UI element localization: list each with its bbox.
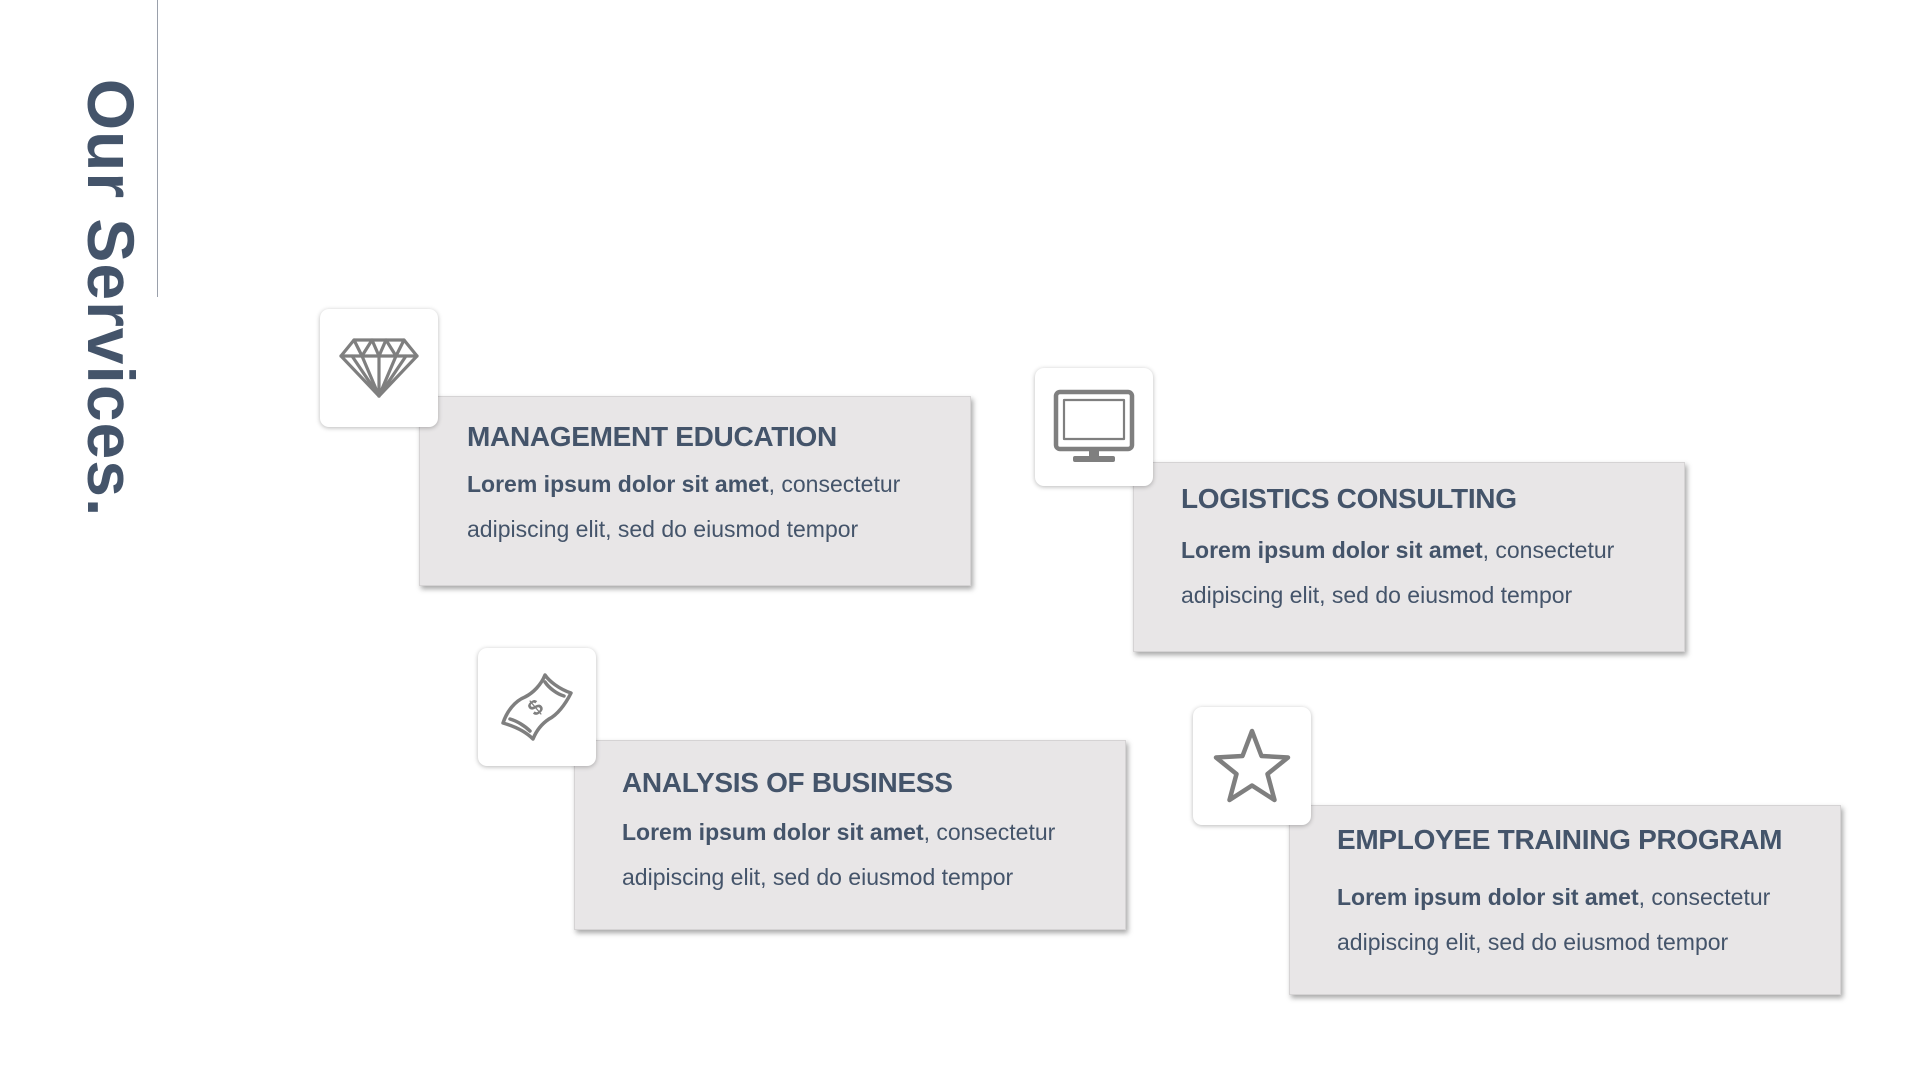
service-card-text-rest: , consectetur adipiscing elit, sed do eiusmod tempor [622, 819, 1056, 890]
monitor-icon [1053, 389, 1135, 465]
service-card-text [1181, 528, 1661, 618]
service-card-management-education [419, 396, 971, 586]
service-card-text [467, 462, 947, 552]
service-icon-box-logistics-consulting [1035, 368, 1153, 486]
service-card-analysis-of-business [574, 740, 1126, 930]
star-icon [1212, 727, 1292, 805]
money-bill-icon [497, 669, 577, 745]
page-title: Our Services. [74, 78, 148, 518]
service-card-text-bold: Lorem ipsum dolor sit amet [467, 471, 769, 497]
diamond-icon [339, 337, 419, 399]
service-card-title: MANAGEMENT EDUCATION [467, 421, 837, 452]
service-card-text-rest: , consectetur adipiscing elit, sed do eiusmod tempor [467, 471, 901, 542]
service-card-text-rest: , consectetur adipiscing elit, sed do eiusmod tempor [1337, 884, 1771, 955]
service-icon-box-management-education [320, 309, 438, 427]
service-card-title: ANALYSIS OF BUSINESS [622, 767, 953, 798]
title-divider-line [157, 0, 158, 297]
service-card-employee-training-program [1289, 805, 1841, 995]
service-card-title: EMPLOYEE TRAINING PROGRAM [1337, 824, 1783, 855]
service-icon-box-analysis-of-business [478, 648, 596, 766]
service-card-text-rest: , consectetur adipiscing elit, sed do eiusmod tempor [1181, 537, 1615, 608]
service-card-text-bold: Lorem ipsum dolor sit amet [622, 819, 924, 845]
service-card-logistics-consulting [1133, 462, 1685, 652]
service-card-text [622, 810, 1102, 900]
service-card-title: LOGISTICS CONSULTING [1181, 483, 1517, 514]
service-card-text-bold: Lorem ipsum dolor sit amet [1181, 537, 1483, 563]
service-card-text-bold: Lorem ipsum dolor sit amet [1337, 884, 1639, 910]
service-icon-box-employee-training-program [1193, 707, 1311, 825]
service-card-text [1337, 875, 1817, 965]
svg-text:$: $ [522, 693, 549, 721]
